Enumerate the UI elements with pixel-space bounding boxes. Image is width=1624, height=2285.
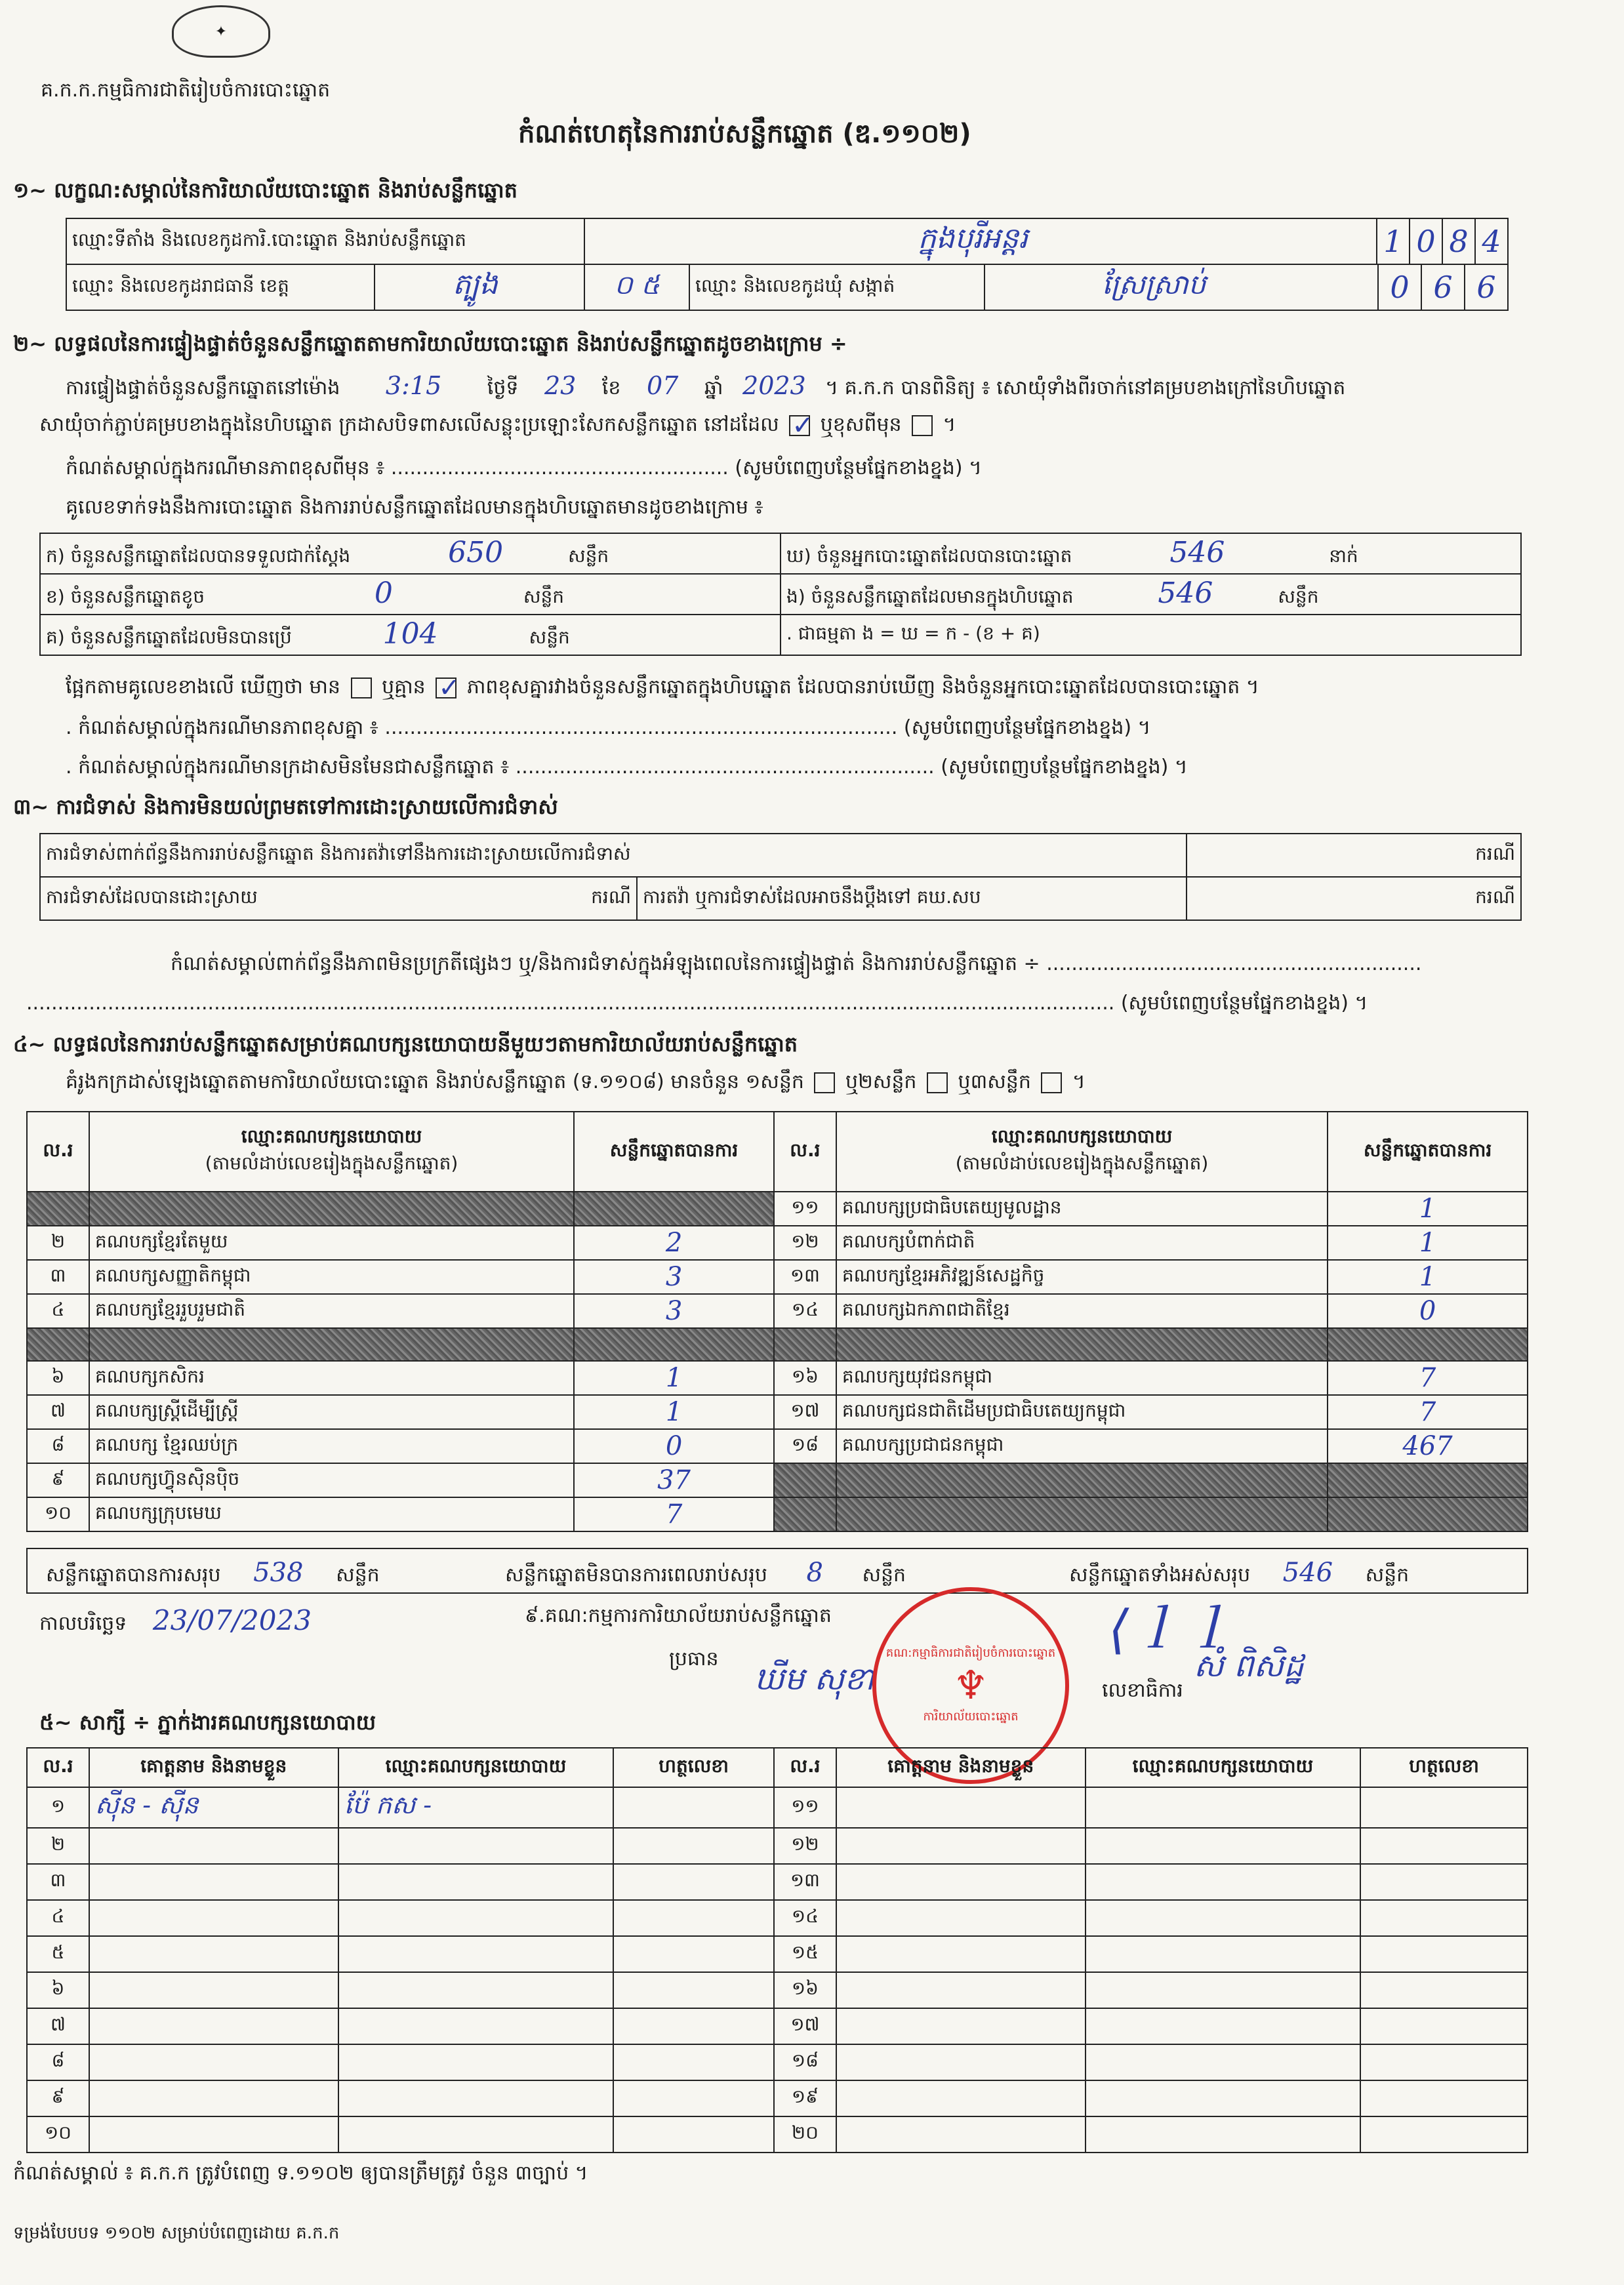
party-votes-cell: 2: [574, 1226, 774, 1260]
witness-party-cell: [338, 2116, 614, 2153]
party-no-cell: ១២: [774, 1226, 836, 1260]
received-row: [40, 533, 781, 574]
appeal-case: ករណី: [1187, 877, 1521, 920]
party-name-cell: គណបក្សខ្មែរតែមួយ: [89, 1226, 574, 1260]
section3-heading: ៣~ ការជំទាស់ និងការមិនយល់ព្រមតទៅការដោះស្រាយលើការជំទាស់: [13, 794, 558, 819]
witness-party-cell: [338, 1936, 614, 1972]
party-row: [27, 1361, 1528, 1395]
party-name-cell: [836, 1463, 1328, 1497]
note3-suffix: (សូមបំពេញបន្ថែមផ្នែកខាងខ្នង) ។: [941, 756, 1188, 779]
witness-row: [27, 2080, 1528, 2116]
party-row: [27, 1226, 1528, 1260]
note-line-3: . កំណត់សម្គាល់ក្នុងករណីមានក្រដាសមិនមែនជាសន្លឹកឆ្នោត ៖ ................................................................... (សូមបំពេញបន្ថែមផ្នែកខាងខ្នង) ។: [66, 756, 1188, 779]
witness-no-cell: ១៣: [774, 1864, 836, 1900]
witness-no-cell: ១០: [27, 2116, 89, 2153]
difference-line: [66, 676, 1259, 699]
province-value: ត្បូង: [375, 264, 584, 310]
col-party-left: ឈ្មោះគណបក្សនយោបាយ (តាមលំដាប់លេខរៀងក្នុងសន្លឹកឆ្នោត): [89, 1112, 574, 1192]
seal-intact-label: សាយ៉ុំចាក់ភ្ជាប់គម្របខាងក្នុងនៃហិបឆ្នោត ក្រដាសបិទពាសលើសន្លុះប្រឡោះសែកសន្លឹកឆ្នោត នៅដដែល: [39, 413, 779, 436]
witness-no-cell: ១១: [774, 1787, 836, 1828]
party-no-cell: [27, 1328, 89, 1361]
witness-no-cell: ១: [27, 1787, 89, 1828]
witness-sign-cell[interactable]: [613, 1864, 774, 1900]
total-valid-value: 538: [253, 1558, 304, 1588]
witness-no-cell: ១៩: [774, 2080, 836, 2116]
witness-party-cell: [1086, 2080, 1361, 2116]
month-label: ខែ: [601, 376, 621, 399]
witness-sign-cell[interactable]: [1360, 1900, 1528, 1936]
unused-unit: សន្លឹក: [529, 626, 570, 648]
voted-row: [781, 533, 1521, 574]
witness-party-cell: [1086, 1864, 1361, 1900]
witness-sign-cell[interactable]: [613, 2044, 774, 2080]
date-label: កាលបរិច្ឆេទ: [39, 1612, 127, 1635]
party-no-cell: ១៨: [774, 1429, 836, 1463]
witness-row: [27, 1936, 1528, 1972]
spoiled-row: [40, 574, 781, 615]
section4-heading: ៤~ លទ្ធផលនៃការរាប់សន្លឹកឆ្នោតសម្រាប់គណបក្សនយោបាយនីមួយៗតាមការិយាល័យរាប់សន្លឹកឆ្នោត: [13, 1032, 798, 1057]
form-title: កំណត់ហេតុនៃការរាប់សន្លឹកឆ្នោត (ឌ.១១០២): [518, 119, 971, 149]
party-name-cell: គណបក្សឯកភាពជាតិខ្មែរ: [836, 1294, 1328, 1328]
party-name-cell: គណបក្សខ្មែរអភិវឌ្ឍន៍សេដ្ឋកិច្ច: [836, 1260, 1328, 1294]
witness-no-cell: ១៨: [774, 2044, 836, 2080]
section1-heading: ១~ លក្ខណ:សម្គាល់នៃការិយាល័យបោះឆ្នោត និងរាប់សន្លឹកឆ្នោត: [13, 178, 518, 203]
party-no-cell: ២: [27, 1226, 89, 1260]
total-invalid-value: 8: [806, 1558, 823, 1588]
committee-name: គ.ក.ក.កម្មធិការជាតិរៀបចំការបោះឆ្នោត: [41, 79, 331, 102]
in-box-unit: សន្លឹក: [1278, 586, 1319, 607]
party-name-cell: គណបក្សហ៊្វុនស៊ិនប៉ិច: [89, 1463, 574, 1497]
witness-no-cell: ១៧: [774, 2008, 836, 2044]
province-label: ឈ្មោះ និងលេខកូដរាជធានី ខេត្ត: [66, 264, 375, 310]
commune-code-3: 6: [1465, 264, 1508, 310]
station-value: ក្នុងបុរីអន្តរ: [584, 218, 1377, 264]
party-name-cell: [89, 1192, 574, 1226]
party-name-cell: គណបក្សប្រជាធិបតេយ្យមូលដ្ឋាន: [836, 1192, 1328, 1226]
party-votes-cell: 1: [574, 1361, 774, 1395]
party-no-cell: ១៦: [774, 1361, 836, 1395]
witness-party-cell: [1086, 2116, 1361, 2153]
witness-col-name-left: គោត្តនាម និងនាមខ្លួន: [89, 1748, 338, 1787]
witness-name-cell: [89, 1936, 338, 1972]
witness-row: [27, 1787, 1528, 1828]
station-info-table: [66, 218, 1509, 265]
party-row: [27, 1463, 1528, 1497]
witness-sign-cell[interactable]: [613, 1787, 774, 1828]
party-votes-cell: 0: [1328, 1294, 1528, 1328]
irregularity-suffix: (សូមបំពេញបន្ថែមផ្នែកខាងខ្នង) ។: [1120, 992, 1368, 1015]
total-all-value: 546: [1282, 1558, 1333, 1588]
note2-suffix: (សូមបំពេញបន្ថែមផ្នែកខាងខ្នង) ។: [903, 716, 1151, 739]
witness-name-cell: ស៊ីន - ស៊ីន: [89, 1787, 338, 1828]
witness-no-cell: ១៥: [774, 1936, 836, 1972]
unused-label: គ) ចំនួនសន្លឹកឆ្នោតដែលមិនបានប្រើ: [46, 626, 292, 648]
witness-col-party-right: ឈ្មោះគណបក្សនយោបាយ: [1086, 1748, 1361, 1787]
witness-no-cell: ១៤: [774, 1900, 836, 1936]
count-intro: គូលេខទាក់ទងនឹងការបោះឆ្នោត និងការរាប់សន្លឹកឆ្នោតដែលមានក្នុងហិបឆ្នោតមានដូចខាងក្រោម ៖: [66, 496, 763, 519]
party-votes-cell: 7: [1328, 1361, 1528, 1395]
witness-sign-cell[interactable]: [613, 1936, 774, 1972]
witness-row: [27, 2008, 1528, 2044]
witness-col-sign-left: ហត្ថលេខា: [613, 1748, 774, 1787]
witness-party-cell: [338, 1972, 614, 2008]
witness-col-sign-right: ហត្ថលេខា: [1360, 1748, 1528, 1787]
witness-name-cell: [89, 2008, 338, 2044]
seal-changed-label: ឬខុសពីមុន: [820, 413, 902, 436]
party-votes-cell: [1328, 1328, 1528, 1361]
date-value: 23/07/2023: [152, 1604, 312, 1636]
time-label: ការផ្ទៀងផ្ទាត់ចំនួនសន្លឹកឆ្នោតនៅម៉ោង: [66, 376, 340, 399]
witness-party-cell: [338, 1864, 614, 1900]
witness-name-cell: [89, 2116, 338, 2153]
verification-line-2: សាយ៉ុំចាក់ភ្ជាប់គម្របខាងក្នុងនៃហិបឆ្នោត ក្រដាសបិទពាសលើសន្លុះប្រឡោះសែកសន្លឹកឆ្នោត នៅដដែល ✓ ឬខុសពីមុន ។: [39, 413, 956, 437]
note3-label: . កំណត់សម្គាល់ក្នុងករណីមានក្រដាសមិនមែនជាសន្លឹកឆ្នោត ៖: [66, 756, 510, 779]
voted-unit: នាក់: [1329, 545, 1358, 567]
witness-no-cell: ១២: [774, 1828, 836, 1864]
party-row: [27, 1328, 1528, 1361]
sample-2-checkbox[interactable]: [927, 1072, 948, 1093]
national-emblem-icon: ✦: [172, 5, 270, 58]
witness-row: [27, 2116, 1528, 2153]
station-code-4: 4: [1475, 218, 1508, 264]
witness-name-cell: [89, 1864, 338, 1900]
received-unit: សន្លឹក: [567, 545, 609, 567]
sample-line: គំរូងកក្រដាស់ឡេងឆ្នោតតាមការិយាល័យបោះឆ្នោត និងរាប់សន្លឹកឆ្នោត (ទ.១១០៨) មានចំនួន ១សន្លឹក ឬ២សន្លឹក ឬ៣សន្លឹក ។: [66, 1070, 1086, 1093]
witness-name-cell: [836, 1828, 1086, 1864]
party-row: [27, 1294, 1528, 1328]
seal-intact-checkbox[interactable]: [789, 415, 810, 436]
station-code-2: 0: [1410, 218, 1442, 264]
witness-party-cell: [1086, 1828, 1361, 1864]
committee-signature-label: ៩.គណ:កម្មការការិយាល័យរាប់សន្លឹកឆ្នោត: [525, 1604, 832, 1627]
witness-name-cell: [836, 2008, 1086, 2044]
commune-code-1: 0: [1378, 264, 1421, 310]
witness-sign-cell[interactable]: [1360, 2080, 1528, 2116]
witness-name-cell: [836, 1936, 1086, 1972]
witness-row: [27, 1864, 1528, 1900]
witness-table: [26, 1747, 1528, 2153]
witness-col-party-left: ឈ្មោះគណបក្សនយោបាយ: [338, 1748, 614, 1787]
secretary-signature: សំ ពិសិដ្ឋ: [1194, 1648, 1304, 1684]
witness-sign-cell[interactable]: [1360, 1864, 1528, 1900]
totals-box: [26, 1548, 1528, 1594]
resolved-objection-label: ការជំទាស់ដែលបានដោះស្រាយ ករណី: [40, 877, 637, 920]
witness-sign-cell[interactable]: [1360, 2008, 1528, 2044]
party-no-cell: ១៧: [774, 1395, 836, 1429]
party-name-cell: គណបក្សបំពាក់ជាតិ: [836, 1226, 1328, 1260]
note2-label: . កំណត់សម្គាល់ក្នុងករណីមានភាពខុសគ្នា ៖: [66, 716, 378, 739]
witness-sign-cell[interactable]: [613, 2008, 774, 2044]
witness-row: [27, 1828, 1528, 1864]
witness-col-no-left: ល.រ: [27, 1748, 89, 1787]
witness-name-cell: [836, 1900, 1086, 1936]
sample-1-checkbox[interactable]: [814, 1072, 835, 1093]
total-checkmark: ⟨ｌｌ: [1108, 1599, 1234, 1660]
objection-table: [39, 833, 1522, 921]
party-no-cell: [774, 1463, 836, 1497]
irregularity-line-2: .............................................................................................................................................................................. (សូមបំពេញបន្ថែមផ្នែកខាងខ្នង) ។: [26, 992, 1368, 1015]
total-all: សន្លឹកឆ្នោតទាំងអស់សរុប 546 សន្លឹក: [1069, 1558, 1410, 1588]
irregularity-note: កំណត់សម្គាល់ពាក់ព័ន្ធនឹងភាពមិនប្រក្រតីផ្សេងៗ ឬ/និងការជំទាស់ក្នុងអំឡុងពេលនៃការផ្ទៀងផ្ទាត់ និងការរាប់សន្លឹកឆ្នោត ÷ ............................................................: [171, 952, 1422, 975]
party-row: [27, 1260, 1528, 1294]
witness-sign-cell[interactable]: [613, 2080, 774, 2116]
col-no-right: ល.រ: [774, 1112, 836, 1192]
verification-line-1: [66, 371, 1345, 401]
province-code: ០ ៥: [584, 264, 689, 310]
difference-no-label: ឬគ្មាន: [382, 676, 426, 698]
party-votes-cell: 0: [574, 1429, 774, 1463]
appeal-label: ការតវ៉ា ឬការជំទាស់ដែលអាចនឹងប្តឹងទៅ គឃ.សប: [637, 877, 1187, 920]
sample-3-label: ឬ៣សន្លឹក: [958, 1070, 1031, 1093]
spoiled-label: ខ) ចំនួនសន្លឹកឆ្នោតខូច: [46, 586, 205, 607]
witness-party-cell: [338, 1900, 614, 1936]
col-votes-right: សន្លឹកឆ្នោតបានការ: [1328, 1112, 1528, 1192]
col-party-right: ឈ្មោះគណបក្សនយោបាយ (តាមលំដាប់លេខរៀងក្នុងសន្លឹកឆ្នោត): [836, 1112, 1328, 1192]
station-label: ឈ្មោះទីតាំង និងលេខកូដការិ.បោះឆ្នោត និងរាប់សន្លឹកឆ្នោត: [66, 218, 584, 264]
witness-sign-cell[interactable]: [613, 2116, 774, 2153]
witness-name-cell: [836, 2044, 1086, 2080]
formula: . ជាធម្មតា ង = ឃ = ក - (ខ + គ): [781, 615, 1521, 655]
witness-no-cell: ៨: [27, 2044, 89, 2080]
voted-value: 546: [1169, 536, 1225, 569]
in-box-value: 546: [1158, 576, 1213, 610]
section2-heading: ២~ លទ្ធផលនៃការផ្ទៀងផ្ទាត់ចំនួនសន្លឹកឆ្នោតតាមការិយាល័យបោះឆ្នោត និងរាប់សន្លឹកឆ្នោតដូចខាងក្រោម ÷: [13, 331, 847, 356]
party-no-cell: [774, 1328, 836, 1361]
sample-2-label: ឬ២សន្លឹក: [845, 1070, 917, 1093]
witness-party-cell: [1086, 1787, 1361, 1828]
seal-emblem-icon: ♆: [953, 1663, 988, 1709]
difference-text: ភាពខុសគ្នារវាងចំនួនសន្លឹកឆ្នោតក្នុងហិបឆ្នោត ដែលបានរាប់ឃើញ និងចំនួនអ្នកបោះឆ្នោតដែលបានបោះឆ្នោត ។: [466, 676, 1259, 698]
irregularity-label: កំណត់សម្គាល់ពាក់ព័ន្ធនឹងភាពមិនប្រក្រតីផ្សេងៗ ឬ/និងការជំទាស់ក្នុងអំឡុងពេលនៃការផ្ទៀងផ្ទាត់ និងការរាប់សន្លឹកឆ្នោត ÷: [171, 952, 1040, 975]
sample-label: គំរូងកក្រដាស់ឡេងឆ្នោតតាមការិយាល័យបោះឆ្នោត និងរាប់សន្លឹកឆ្នោត (ទ.១១០៨) មានចំនួន ១សន្លឹក: [66, 1070, 804, 1093]
unused-value: 104: [382, 617, 438, 651]
witness-party-cell: [1086, 1972, 1361, 2008]
witness-name-cell: [836, 1864, 1086, 1900]
witness-sign-cell[interactable]: [1360, 2116, 1528, 2153]
witness-no-cell: ៧: [27, 2008, 89, 2044]
witness-sign-cell[interactable]: [1360, 1972, 1528, 2008]
witness-sign-cell[interactable]: [613, 1900, 774, 1936]
party-votes-cell: 37: [574, 1463, 774, 1497]
witness-col-name-right: គោត្តនាម និងនាមខ្លួន: [836, 1748, 1086, 1787]
witness-no-cell: ២: [27, 1828, 89, 1864]
day-value: 23: [544, 371, 577, 400]
party-name-cell: [836, 1328, 1328, 1361]
witness-name-cell: [836, 2116, 1086, 2153]
witness-party-cell: [1086, 1936, 1361, 1972]
sample-3-checkbox[interactable]: [1041, 1072, 1062, 1093]
col-votes-left: សន្លឹកឆ្នោតបានការ: [574, 1112, 774, 1192]
witness-name-cell: [836, 2080, 1086, 2116]
party-row: [27, 1395, 1528, 1429]
witness-name-cell: [89, 2080, 338, 2116]
party-no-cell: ៦: [27, 1361, 89, 1395]
party-name-cell: [89, 1328, 574, 1361]
witness-party-cell: [1086, 2044, 1361, 2080]
received-label: ក) ចំនួនសន្លឹកឆ្នោតដែលបានទទួលជាក់ស្តែង: [46, 545, 351, 567]
section5-heading: ៥~ សាក្សី ÷ ភ្នាក់ងារគណបក្សនយោបាយ: [39, 1710, 376, 1735]
party-no-cell: [774, 1497, 836, 1531]
difference-no-checkbox[interactable]: [436, 677, 457, 698]
party-no-cell: [27, 1192, 89, 1226]
witness-no-cell: ៤: [27, 1900, 89, 1936]
total-invalid: សន្លឹកឆ្នោតមិនបានការពេលរាប់សរុប 8 សន្លឹក: [505, 1558, 906, 1588]
chair-signature: ឃីម សុខា: [754, 1661, 874, 1697]
party-votes-cell: 1: [1328, 1226, 1528, 1260]
witness-no-cell: ៥: [27, 1936, 89, 1972]
note1-suffix: (សូមបំពេញបន្ថែមផ្នែកខាងខ្នង) ។: [735, 456, 982, 479]
note-line-1: កំណត់សម្គាល់ក្នុងករណីមានភាពខុសពីមុន ៖ ...................................................... (សូមបំពេញបន្ថែមផ្នែកខាងខ្នង) ។: [66, 456, 982, 479]
witness-party-cell: [338, 2008, 614, 2044]
party-no-cell: ១៤: [774, 1294, 836, 1328]
commune-value: ស្រែស្រាប់: [985, 264, 1378, 310]
witness-no-cell: ៦: [27, 1972, 89, 2008]
witness-row: [27, 1900, 1528, 1936]
witness-party-cell: [338, 2080, 614, 2116]
witness-name-cell: [89, 1828, 338, 1864]
party-votes-cell: 7: [1328, 1395, 1528, 1429]
party-votes-cell: 467: [1328, 1429, 1528, 1463]
secretary-label: លេខាធិការ: [1102, 1679, 1183, 1702]
count-table: [39, 533, 1522, 656]
party-name-cell: គណបក្សកសិករ: [89, 1361, 574, 1395]
party-name-cell: [836, 1497, 1328, 1531]
spoiled-value: 0: [374, 576, 393, 610]
party-votes-cell: 3: [574, 1260, 774, 1294]
note-line-2: . កំណត់សម្គាល់ក្នុងករណីមានភាពខុសគ្នា ៖ .................................................................................. (សូមបំពេញបន្ថែមផ្នែកខាងខ្នង) ។: [66, 716, 1151, 739]
witness-sign-cell[interactable]: [613, 1828, 774, 1864]
witness-name-cell: [89, 2044, 338, 2080]
total-all-label: សន្លឹកឆ្នោតទាំងអស់សរុប: [1069, 1564, 1251, 1587]
witness-name-cell: [836, 1972, 1086, 2008]
year-value: 2023: [742, 371, 806, 400]
party-name-cell: គណបក្សសញ្ញាតិកម្ពុជា: [89, 1260, 574, 1294]
witness-sign-cell[interactable]: [613, 1972, 774, 2008]
party-votes-cell: 1: [1328, 1260, 1528, 1294]
voted-label: ឃ) ចំនួនអ្នកបោះឆ្នោតដែលបានបោះឆ្នោត: [786, 545, 1072, 567]
witness-party-cell: [338, 1828, 614, 1864]
time-value: 3:15: [385, 371, 442, 400]
date-line: [39, 1604, 312, 1637]
party-no-cell: ៤: [27, 1294, 89, 1328]
witness-row: [27, 1972, 1528, 2008]
party-no-cell: ៣: [27, 1260, 89, 1294]
witness-sign-cell[interactable]: [1360, 2044, 1528, 2080]
witness-party-cell: ប៉ែ កស -: [338, 1787, 614, 1828]
year-label: ឆ្នាំ: [704, 376, 723, 399]
official-seal-stamp: គណ:កម្មាធិការជាតិរៀបចំការបោះឆ្នោត ♆ ការិយាល័យបោះឆ្នោត: [872, 1587, 1069, 1784]
party-row: [27, 1429, 1528, 1463]
party-name-cell: គណបក្សជនជាតិដើមប្រជាធិបតេយ្យកម្ពុជា: [836, 1395, 1328, 1429]
verification-text: ។ គ.ក.ក បានពិនិត្យ ៖ សោយ៉ុំទាំងពីរចាក់នៅគម្របខាងក្រៅនៃហិបឆ្នោត: [825, 376, 1346, 399]
party-name-cell: គណបក្សខ្មែររួបរួមជាតិ: [89, 1294, 574, 1328]
witness-sign-cell[interactable]: [1360, 1936, 1528, 1972]
province-info-table: [66, 264, 1509, 311]
witness-name-cell: [836, 1787, 1086, 1828]
objection-row-1-label: ការជំទាស់ពាក់ព័ន្ធនឹងការរាប់សន្លឹកឆ្នោត និងការតវ៉ាទៅនឹងការដោះស្រាយលើការជំទាស់: [40, 834, 1187, 877]
day-label: ថ្ងៃទី: [487, 376, 519, 399]
total-valid-label: សន្លឹកឆ្នោតបានការសរុប: [46, 1564, 221, 1587]
witness-name-cell: [89, 1972, 338, 2008]
party-name-cell: គណបក្សប្រជាជនកម្ពុជា: [836, 1429, 1328, 1463]
party-votes-cell: [1328, 1497, 1528, 1531]
month-value: 07: [646, 371, 679, 400]
party-name-cell: គណបក្សក្រុបមេឃ: [89, 1497, 574, 1531]
note1-label: កំណត់សម្គាល់ក្នុងករណីមានភាពខុសពីមុន ៖: [66, 456, 385, 479]
form-id: ទម្រង់បែបបទ ១១០២ សម្រាប់បំពេញដោយ គ.ក.ក: [13, 2223, 340, 2243]
party-no-cell: ១១: [774, 1192, 836, 1226]
party-no-cell: ៧: [27, 1395, 89, 1429]
in-box-row: [781, 574, 1521, 615]
witness-sign-cell[interactable]: [1360, 1787, 1528, 1828]
party-votes-cell: 7: [574, 1497, 774, 1531]
witness-party-cell: [1086, 1900, 1361, 1936]
difference-label: ផ្អែកតាមគូលេខខាងលើ ឃើញថា មាន: [66, 676, 340, 698]
chair-label: ប្រធាន: [669, 1648, 719, 1670]
witness-name-cell: [89, 1900, 338, 1936]
in-box-label: ង) ចំនួនសន្លឹកឆ្នោតដែលមានក្នុងហិបឆ្នោត: [786, 586, 1074, 607]
witness-party-cell: [1086, 2008, 1361, 2044]
party-name-cell: គណបក្សស្ត្រីដើម្បីស្ត្រី: [89, 1395, 574, 1429]
party-votes-cell: 1: [1328, 1192, 1528, 1226]
spoiled-unit: សន្លឹក: [523, 586, 565, 607]
station-code-1: 1: [1377, 218, 1410, 264]
party-name-cell: គណបក្ស ខ្មែរឈប់ក្រ: [89, 1429, 574, 1463]
col-no-left: ល.រ: [27, 1112, 89, 1192]
party-results-table: [26, 1111, 1528, 1532]
footer-note: កំណត់សម្គាល់ ៖ គ.ក.ក ត្រូវបំពេញ ទ.១១០២ ឲ្យបានត្រឹមត្រូវ ចំនួន ៣ច្បាប់ ។: [13, 2162, 588, 2185]
party-votes-cell: [574, 1328, 774, 1361]
witness-party-cell: [338, 2044, 614, 2080]
party-no-cell: ៩: [27, 1463, 89, 1497]
unused-row: [40, 615, 781, 655]
objection-row-1-case: ករណី: [1187, 834, 1521, 877]
witness-no-cell: ៣: [27, 1864, 89, 1900]
witness-col-no-right: ល.រ: [774, 1748, 836, 1787]
total-valid: សន្លឹកឆ្នោតបានការសរុប 538 សន្លឹក: [46, 1558, 380, 1588]
station-code-3: 8: [1442, 218, 1475, 264]
party-votes-cell: 3: [574, 1294, 774, 1328]
witness-no-cell: ១៦: [774, 1972, 836, 2008]
witness-no-cell: ៩: [27, 2080, 89, 2116]
witness-no-cell: ២០: [774, 2116, 836, 2153]
party-name-cell: គណបក្សយុវជនកម្ពុជា: [836, 1361, 1328, 1395]
commune-label: ឈ្មោះ និងលេខកូដឃុំ សង្កាត់: [689, 264, 985, 310]
party-row: [27, 1497, 1528, 1531]
seal-changed-checkbox[interactable]: [912, 415, 933, 436]
party-no-cell: ៨: [27, 1429, 89, 1463]
difference-yes-checkbox[interactable]: [351, 677, 372, 698]
party-votes-cell: [1328, 1463, 1528, 1497]
witness-sign-cell[interactable]: [1360, 1828, 1528, 1864]
party-no-cell: ១០: [27, 1497, 89, 1531]
commune-code-2: 6: [1421, 264, 1465, 310]
party-row: [27, 1192, 1528, 1226]
total-invalid-label: សន្លឹកឆ្នោតមិនបានការពេលរាប់សរុប: [505, 1564, 767, 1587]
received-value: 650: [448, 536, 504, 569]
party-no-cell: ១៣: [774, 1260, 836, 1294]
party-votes-cell: 1: [574, 1395, 774, 1429]
witness-row: [27, 2044, 1528, 2080]
party-votes-cell: [574, 1192, 774, 1226]
